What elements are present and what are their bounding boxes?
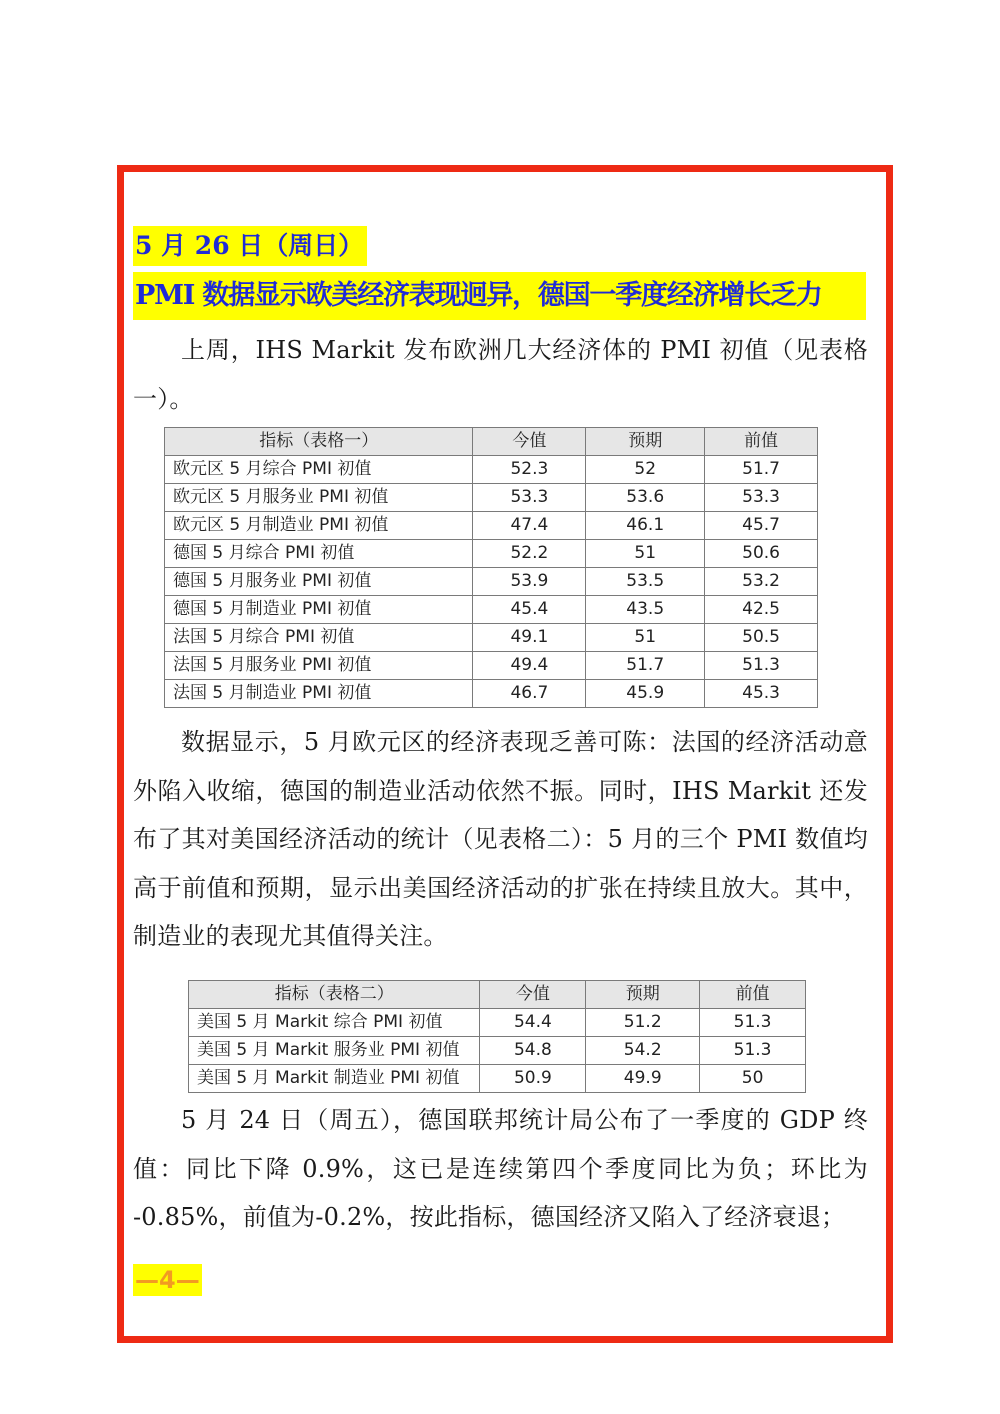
cell-actual: 46.7 <box>473 680 586 708</box>
cell-actual: 52.2 <box>473 540 586 568</box>
date-heading: 5 月 26 日（周日） <box>133 226 367 266</box>
table-europe-pmi <box>164 427 818 708</box>
table-row <box>165 652 818 680</box>
column-header-forecast: 预期 <box>586 981 700 1009</box>
column-header-forecast: 预期 <box>586 428 705 456</box>
cell-forecast: 52 <box>586 456 705 484</box>
column-header-previous: 前值 <box>700 981 806 1009</box>
cell-previous: 50 <box>700 1065 806 1093</box>
table-row <box>165 484 818 512</box>
column-header-actual: 今值 <box>473 428 586 456</box>
cell-forecast: 43.5 <box>586 596 705 624</box>
cell-previous: 50.5 <box>705 624 818 652</box>
page-number: —4— <box>135 1266 200 1294</box>
cell-actual: 45.4 <box>473 596 586 624</box>
cell-indicator: 美国 5 月 Markit 综合 PMI 初值 <box>189 1009 480 1037</box>
table-row <box>165 568 818 596</box>
cell-forecast: 46.1 <box>586 512 705 540</box>
table-row <box>165 512 818 540</box>
paragraph-intro: 上周，IHS Markit 发布欧洲几大经济体的 PMI 初值（见表格一）。 <box>133 336 868 413</box>
cell-previous: 45.3 <box>705 680 818 708</box>
cell-indicator: 美国 5 月 Markit 服务业 PMI 初值 <box>189 1037 480 1065</box>
table-row <box>189 1009 806 1037</box>
cell-actual: 53.3 <box>473 484 586 512</box>
cell-previous: 51.3 <box>705 652 818 680</box>
cell-indicator: 德国 5 月制造业 PMI 初值 <box>165 596 473 624</box>
cell-indicator: 法国 5 月综合 PMI 初值 <box>165 624 473 652</box>
cell-previous: 53.2 <box>705 568 818 596</box>
table-row <box>165 596 818 624</box>
cell-forecast: 49.9 <box>586 1065 700 1093</box>
cell-forecast: 53.5 <box>586 568 705 596</box>
cell-previous: 45.7 <box>705 512 818 540</box>
cell-actual: 54.8 <box>480 1037 586 1065</box>
cell-previous: 42.5 <box>705 596 818 624</box>
table-row <box>165 680 818 708</box>
cell-actual: 52.3 <box>473 456 586 484</box>
table-row <box>189 1037 806 1065</box>
cell-indicator: 德国 5 月服务业 PMI 初值 <box>165 568 473 596</box>
column-header-indicator: 指标（表格一） <box>165 428 473 456</box>
cell-indicator: 欧元区 5 月制造业 PMI 初值 <box>165 512 473 540</box>
cell-forecast: 45.9 <box>586 680 705 708</box>
cell-indicator: 美国 5 月 Markit 制造业 PMI 初值 <box>189 1065 480 1093</box>
column-header-indicator: 指标（表格二） <box>189 981 480 1009</box>
cell-forecast: 51.7 <box>586 652 705 680</box>
cell-actual: 47.4 <box>473 512 586 540</box>
cell-previous: 53.3 <box>705 484 818 512</box>
paragraph-germany-gdp: 5 月 24 日（周五），德国联邦统计局公布了一季度的 GDP 终值：同比下降 0.9%，这已是连续第四个季度同比为负；环比为 -0.85%，前值为-0.2%，按此指标，德国经济又陷入了经济衰退； <box>133 1106 868 1231</box>
cell-previous: 50.6 <box>705 540 818 568</box>
column-header-previous: 前值 <box>705 428 818 456</box>
cell-actual: 53.9 <box>473 568 586 596</box>
cell-forecast: 51.2 <box>586 1009 700 1037</box>
cell-indicator: 法国 5 月服务业 PMI 初值 <box>165 652 473 680</box>
cell-forecast: 51 <box>586 624 705 652</box>
column-header-actual: 今值 <box>480 981 586 1009</box>
table-us-pmi <box>188 980 806 1093</box>
article-title: PMI 数据显示欧美经济表现迥异，德国一季度经济增长乏力 <box>133 272 866 320</box>
cell-actual: 54.4 <box>480 1009 586 1037</box>
paragraph-analysis: 数据显示，5 月欧元区的经济表现乏善可陈：法国的经济活动意外陷入收缩，德国的制造业活动依然不振。同时，IHS Markit 还发布了其对美国经济活动的统计（见表格二）：5 月的三个 PMI 数值均高于前值和预期，显示出美国经济活动的扩张在持续且放大。其中，制造业的表现尤其值得关注。 <box>133 728 868 950</box>
cell-actual: 49.4 <box>473 652 586 680</box>
table-row <box>165 456 818 484</box>
table-row <box>165 540 818 568</box>
cell-previous: 51.3 <box>700 1037 806 1065</box>
cell-indicator: 德国 5 月综合 PMI 初值 <box>165 540 473 568</box>
cell-indicator: 欧元区 5 月综合 PMI 初值 <box>165 456 473 484</box>
table-header-row <box>165 428 818 456</box>
cell-forecast: 53.6 <box>586 484 705 512</box>
cell-previous: 51.3 <box>700 1009 806 1037</box>
cell-previous: 51.7 <box>705 456 818 484</box>
cell-indicator: 欧元区 5 月服务业 PMI 初值 <box>165 484 473 512</box>
cell-indicator: 法国 5 月制造业 PMI 初值 <box>165 680 473 708</box>
cell-forecast: 51 <box>586 540 705 568</box>
cell-forecast: 54.2 <box>586 1037 700 1065</box>
cell-actual: 50.9 <box>480 1065 586 1093</box>
table-row <box>165 624 818 652</box>
table-row <box>189 1065 806 1093</box>
table-header-row <box>189 981 806 1009</box>
cell-actual: 49.1 <box>473 624 586 652</box>
